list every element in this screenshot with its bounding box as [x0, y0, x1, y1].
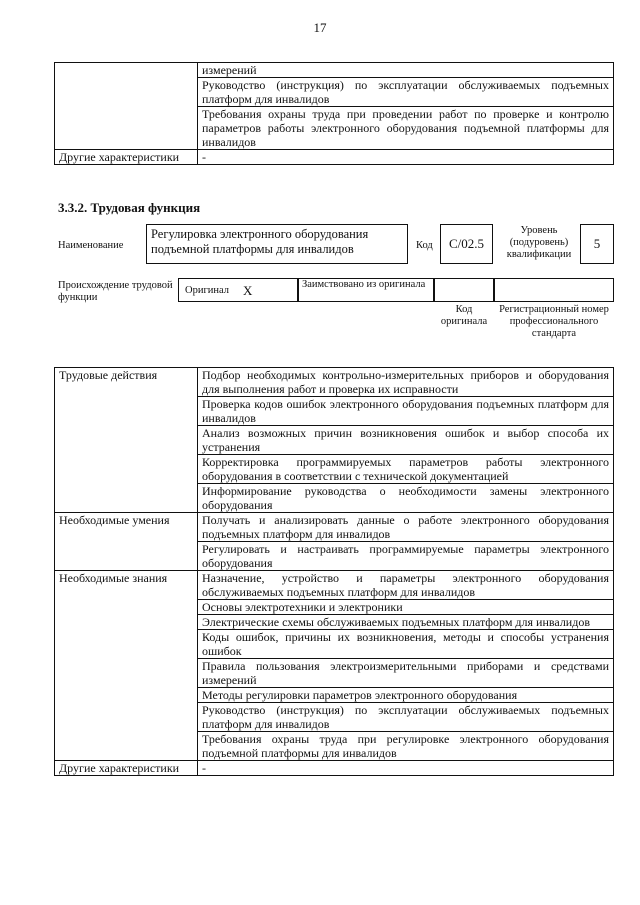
- table-cell: -: [198, 761, 614, 776]
- table-cell: Анализ возможных причин возникновения ошибок и выбор способа их устранения: [198, 426, 614, 455]
- table-cell: Требования охраны труда при регулировке электронного оборудования подъемной платформы для инвалидов: [198, 732, 614, 761]
- table-cell: Корректировка программируемых параметров работы электронного оборудования в соответствии с технической документацией: [198, 455, 614, 484]
- function-code: C/02.5: [440, 224, 493, 264]
- main-table: [54, 367, 614, 776]
- top-table: [54, 62, 614, 165]
- borrowed-label: Заимствовано из оригинала: [298, 278, 434, 302]
- top-table-label: Другие характеристики: [55, 150, 198, 165]
- group-label: Другие характеристики: [55, 761, 198, 776]
- table-cell: Информирование руководства о необходимости замены электронного оборудования: [198, 484, 614, 513]
- table-cell: Назначение, устройство и параметры электронного оборудования обслуживаемых подъемных платформ для инвалидов: [198, 571, 614, 600]
- reg-caption: Регистрационный номер профессионального стандарта: [499, 304, 609, 339]
- table-cell: Электрические схемы обслуживаемых подъемных платформ для инвалидов: [198, 615, 614, 630]
- level-value: 5: [580, 224, 614, 264]
- top-table-cell: измерений: [198, 63, 614, 78]
- top-table-cell: Руководство (инструкция) по эксплуатации обслуживаемых подъемных платформ для инвалидов: [198, 78, 614, 107]
- table-cell: Руководство (инструкция) по эксплуатации обслуживаемых подъемных платформ для инвалидов: [198, 703, 614, 732]
- code-label: Код: [416, 240, 433, 251]
- table-cell: Подбор необходимых контрольно-измерительных приборов и оборудования для выполнения работ и проверка их исправности: [198, 368, 614, 397]
- group-label: Необходимые умения: [55, 513, 198, 571]
- page-number: 17: [313, 20, 327, 35]
- table-cell: Правила пользования электроизмерительными приборами и средствами измерений: [198, 659, 614, 688]
- table-cell: Методы регулировки параметров электронного оборудования: [198, 688, 614, 703]
- top-table-empty-label: [55, 63, 198, 150]
- section-title: 3.3.2. Трудовая функция: [58, 200, 201, 215]
- group-label: Трудовые действия: [55, 368, 198, 513]
- table-cell: Регулировать и настраивать программируемые параметры электронного оборудования: [198, 542, 614, 571]
- name-label: Наименование: [58, 240, 124, 251]
- table-cell: Проверка кодов ошибок электронного оборудования подъемных платформ для инвалидов: [198, 397, 614, 426]
- group-label: Необходимые знания: [55, 571, 198, 761]
- original-box: [178, 278, 298, 302]
- table-cell: Основы электротехники и электроники: [198, 600, 614, 615]
- top-table-cell: -: [198, 150, 614, 165]
- reg-number-box: [494, 278, 614, 302]
- original-label: Оригинал: [185, 285, 229, 296]
- table-cell: Получать и анализировать данные о работе электронного оборудования подъемных платформ для инвалидов: [198, 513, 614, 542]
- top-table-cell: Требования охраны труда при проведении работ по проверке и контролю параметров работы электронного оборудования подъемной платформы для инвалидов: [198, 107, 614, 150]
- table-cell: Коды ошибок, причины их возникновения, методы и способы устранения ошибок: [198, 630, 614, 659]
- function-name: Регулировка электронного оборудования подъемной платформы для инвалидов: [146, 224, 408, 264]
- level-label: Уровень (подуровень) квалификации: [506, 225, 572, 260]
- code-caption: Код оригинала: [440, 304, 488, 327]
- original-code-box: [434, 278, 494, 302]
- origin-label: Происхождение трудовой функции: [58, 280, 173, 303]
- original-mark: X: [243, 283, 253, 298]
